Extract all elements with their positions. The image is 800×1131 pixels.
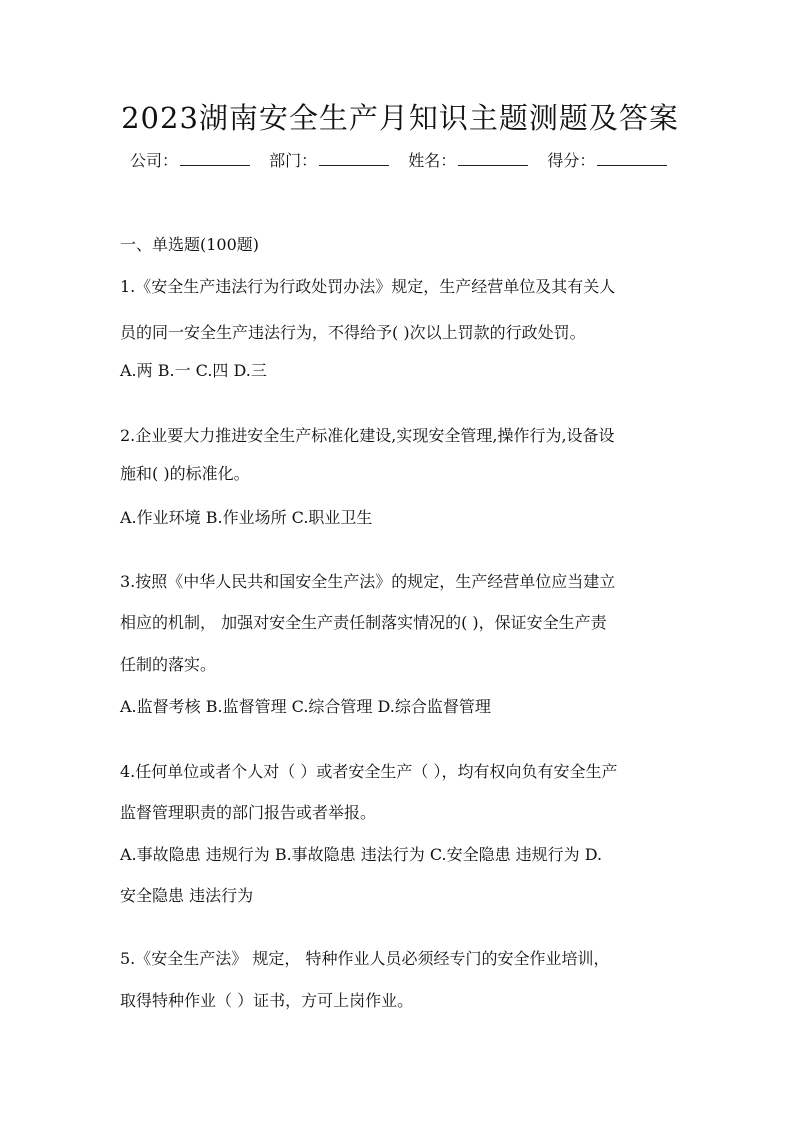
company-label: 公司：: [130, 151, 179, 170]
name-label: 姓名：: [408, 151, 457, 170]
section-heading: 一、单选题(100题): [120, 235, 260, 254]
department-label: 部门：: [269, 151, 318, 170]
question-3-line-3: 任制的落实。: [120, 655, 217, 674]
name-field[interactable]: [408, 148, 528, 171]
question-2-line-2: 施和( )的标准化。: [120, 464, 250, 483]
score-blank[interactable]: [597, 153, 667, 166]
question-4-line-2: 监督管理职责的部门报告或者举报。: [120, 803, 377, 822]
department-blank[interactable]: [319, 153, 389, 166]
question-4-options-line-1: A.事故隐患 违规行为 B.事故隐患 违法行为 C.安全隐患 违规行为 D.: [120, 845, 603, 864]
company-field[interactable]: [130, 148, 250, 171]
question-1-line-2: 员的同一安全生产违法行为，不得给予( )次以上罚款的行政处罚。: [120, 323, 586, 342]
question-5-line-1: 5.《安全生产法》 规定， 特种作业人员必须经专门的安全作业培训，: [120, 949, 610, 968]
question-4-options-line-2: 安全隐患 违法行为: [120, 886, 254, 905]
score-label: 得分：: [547, 151, 596, 170]
department-field[interactable]: [269, 148, 389, 171]
info-fields: [130, 148, 681, 171]
name-blank[interactable]: [458, 153, 528, 166]
question-2-options: A.作业环境 B.作业场所 C.职业卫生: [120, 508, 373, 527]
question-1-options: A.两 B.一 C.四 D.三: [120, 361, 267, 380]
question-3-options: A.监督考核 B.监督管理 C.综合管理 D.综合监督管理: [120, 697, 491, 716]
question-3-line-2: 相应的机制， 加强对安全生产责任制落实情况的( )，保证安全生产责: [120, 613, 607, 632]
score-field[interactable]: [547, 148, 667, 171]
question-4-line-1: 4.任何单位或者个人对（ ）或者安全生产（ ），均有权向负有安全生产: [120, 762, 618, 781]
question-3-line-1: 3.按照《中华人民共和国安全生产法》的规定，生产经营单位应当建立: [120, 572, 616, 591]
page-title: 2023湖南安全生产月知识主题测题及答案: [121, 101, 679, 135]
question-2-line-1: 2.企业要大力推进安全生产标准化建设,实现安全管理,操作行为,设备设: [120, 426, 615, 445]
question-1-line-1: 1.《安全生产违法行为行政处罚办法》规定，生产经营单位及其有关人: [120, 277, 616, 296]
company-blank[interactable]: [180, 153, 250, 166]
question-5-line-2: 取得特种作业（ ）证书，方可上岗作业。: [120, 991, 414, 1010]
